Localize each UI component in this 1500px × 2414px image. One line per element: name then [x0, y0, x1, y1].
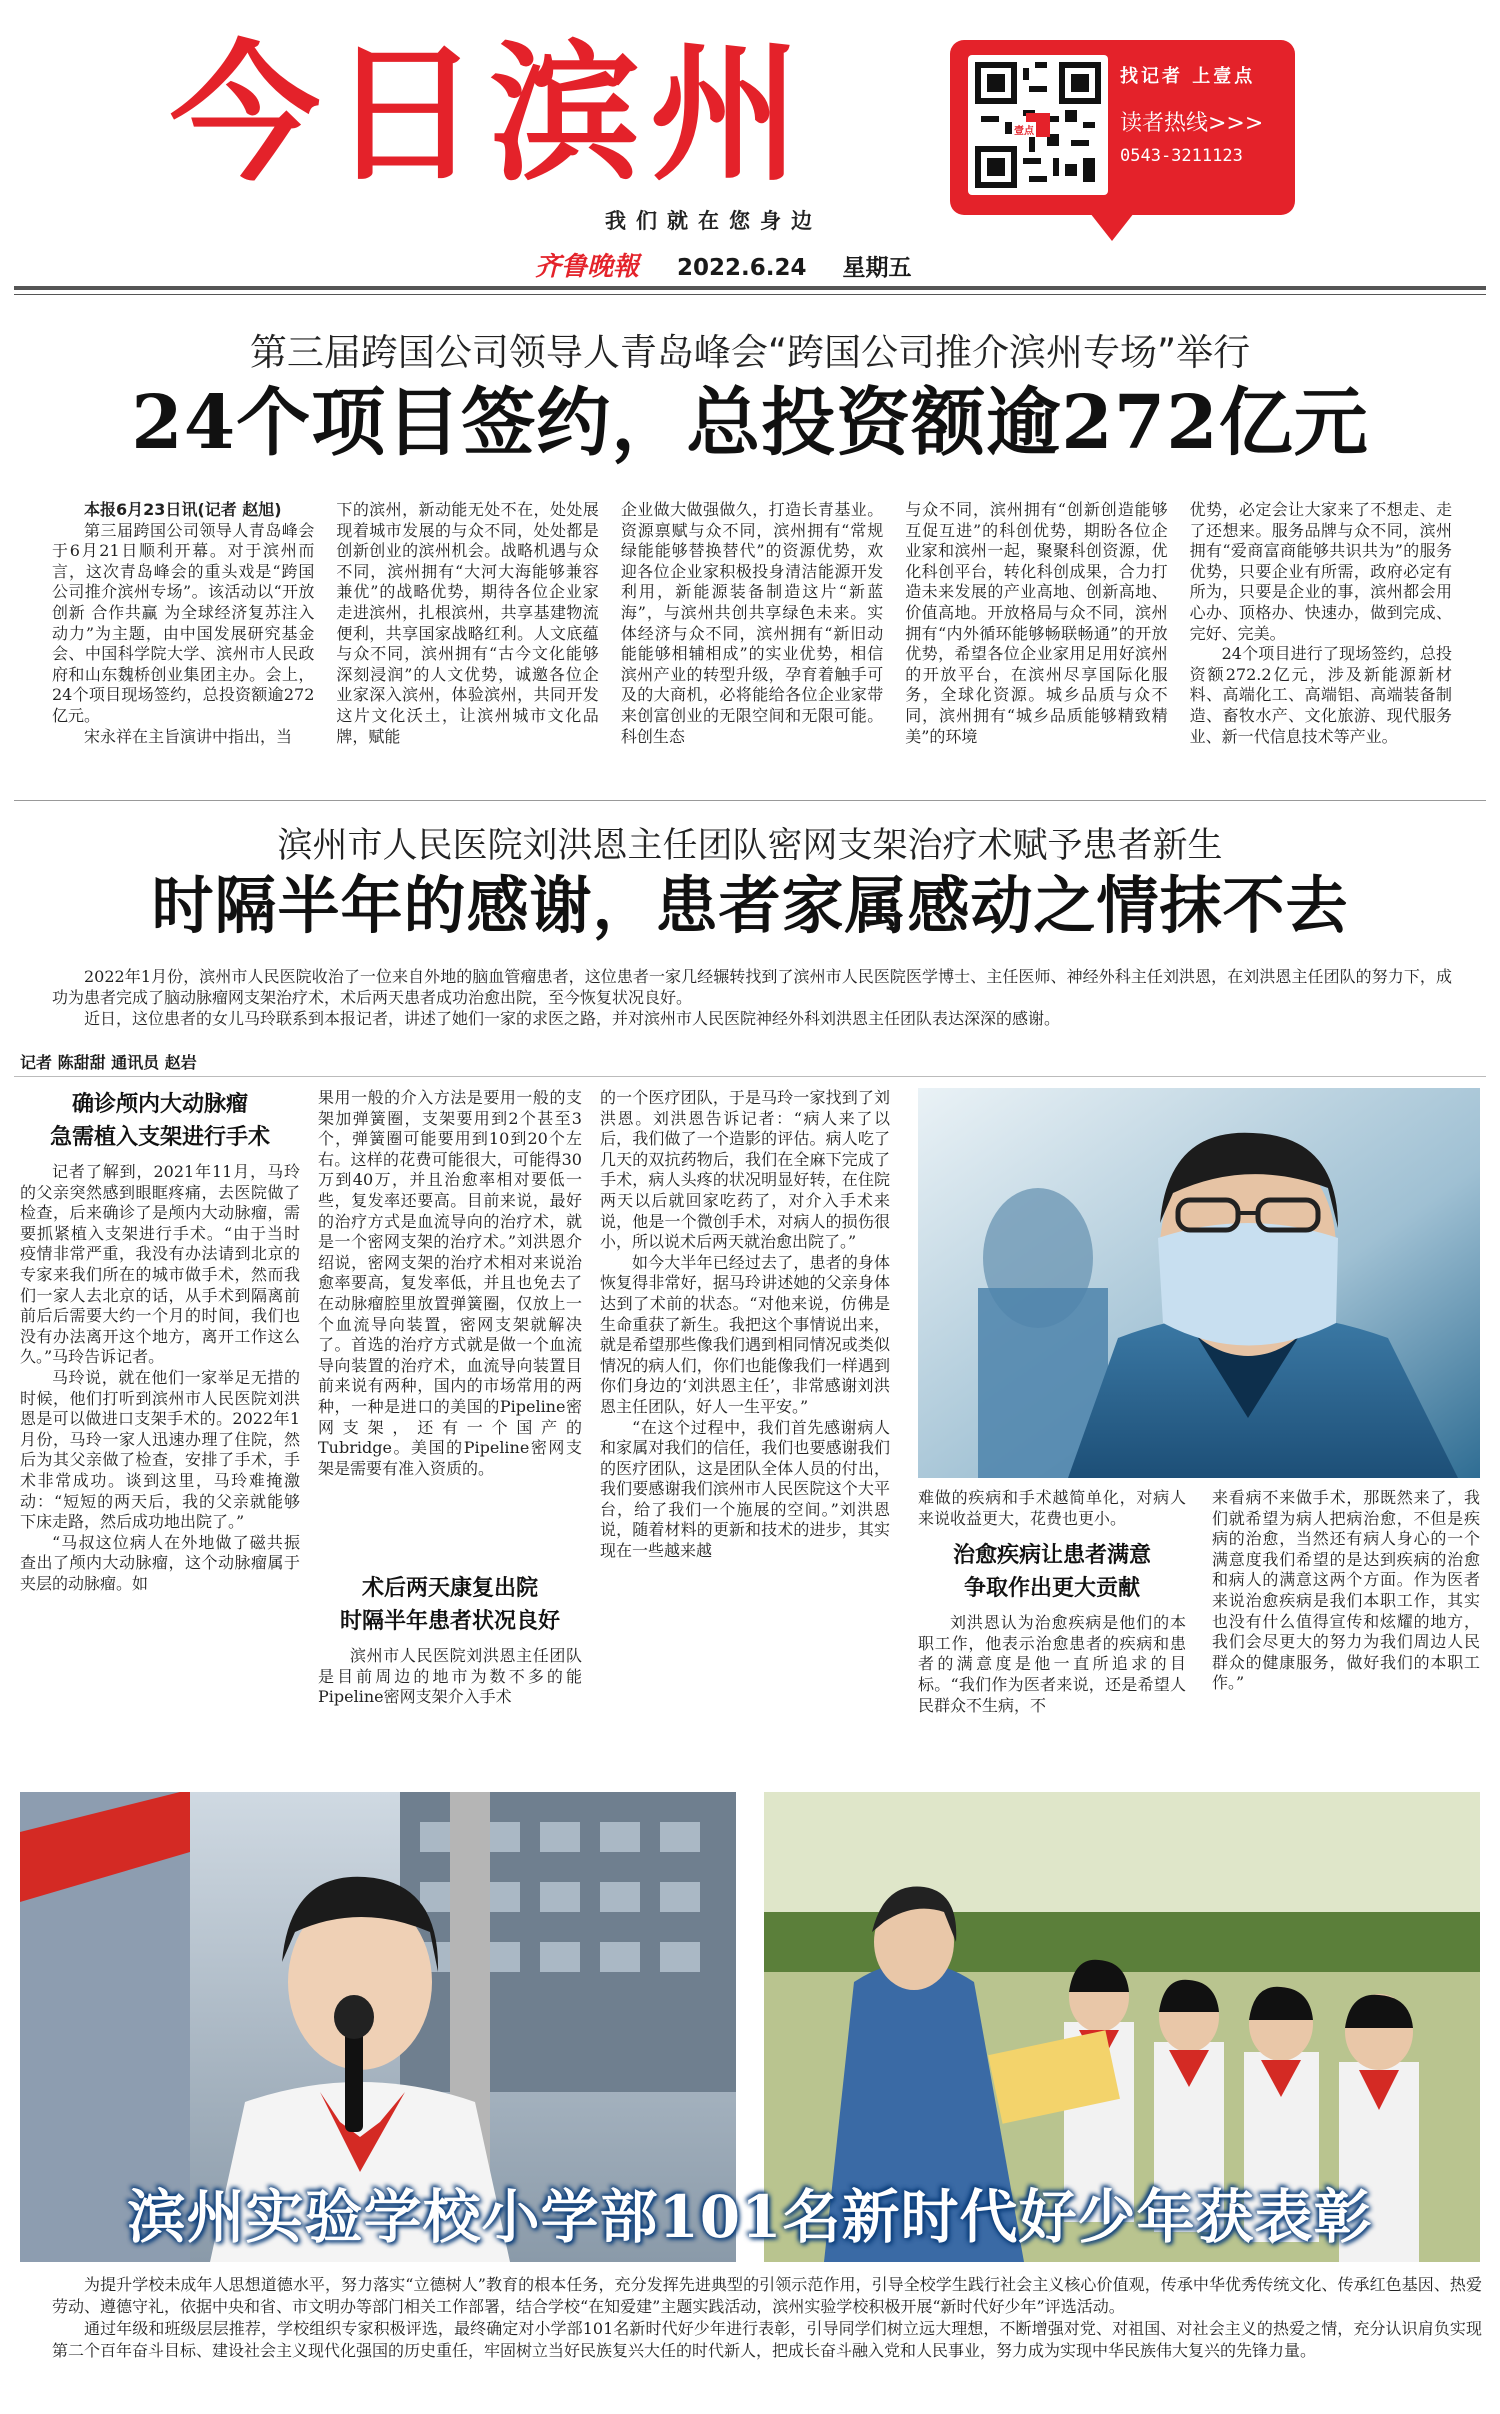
story1-byline: 本报6月23日讯(记者 赵旭) — [84, 500, 282, 519]
story3-paragraph: 通过年级和班级层层推荐，学校组织专家积极评选，最终确定对小学部101名新时代好少年进行表彰，引导同学们树立远大理想，不断增强对党、对祖国、对社会主义的热爱之情，充分认识肩负实现第二个百年奋斗目标、建设社会主义现代化强国的历史重任，牢固树立当好民族复兴大任的时代新人，把成长奋斗融入党和人民事业，努力成为实现中华民族伟大复兴的先锋力量。 — [52, 2319, 1482, 2360]
story1-column-1 — [52, 500, 314, 790]
story1-headline: 24个项目签约，总投资额逾272亿元 — [131, 380, 1369, 466]
story2-subhead-2-line-1: 术后两天康复出院 — [361, 1575, 538, 1601]
story2-paragraph: 马玲说，就在他们一家举足无措的时候，他们打听到滨州市人民医院刘洪恩是可以做进口支架手术的。2022年1月份，马玲一家人迅速办理了住院，然后为其父亲做了检查，安排了手术，手术非常成功。谈到这里，马玲难掩激动：“短短的两天后，我的父亲就能够下床走路，然后成功地出院了。” — [20, 1367, 300, 1532]
qr-caption: 壹点 — [1012, 122, 1036, 137]
story3-paragraph: 为提升学校未成年人思想道德水平，努力落实“立德树人”教育的根本任务，充分发挥先进典型的引领示范作用，引导全校学生践行社会主义核心价值观，传承中华优秀传统文化、传承红色基因、热爱劳动、遵德守礼，依据中央和省、市文明办等部门相关工作部署，结合学校“在知爱建”主题实践活动，滨州实验学校积极开展“新时代好少年”评选活动。 — [52, 2275, 1482, 2316]
story2-column-1 — [20, 1088, 300, 1744]
section-divider — [14, 800, 1486, 801]
qr-code-icon — [975, 62, 1101, 188]
masthead-title: 今日滨州 — [170, 28, 811, 202]
masthead-rule — [14, 286, 1486, 290]
story1-paragraph: 宋永祥在主旨演讲中指出，当 — [84, 726, 293, 746]
story1-kicker: 第三届跨国公司领导人青岛峰会“跨国公司推介滨州专场”举行 — [249, 331, 1251, 374]
story2-subhead-3-line-1: 治愈疾病让患者满意 — [952, 1542, 1151, 1569]
story2-paragraph: 滨州市人民医院刘洪恩主任团队是目前周边的地市为数不多的能Pipeline密网支架介入手术 — [318, 1646, 582, 1707]
story2-paragraph: 果用一般的介入方法是要用一般的支架加弹簧圈，支架要用到2个甚至3个，弹簧圈可能要用到10到20个左右。这样的花费可能很大，可能得30万到40万，并且治愈率相对要低一些，复发率还要高。目前来说，最好的治疗方式是血流导向的治疗术，就是一个密网支架的治疗术。”刘洪恩介绍说，密网支架的治疗术相对来说治愈率要高，复发率低，并且也免去了在动脉瘤腔里放置弹簧圈，仅放上一个血流导向装置，密网支架就解决了。首选的治疗方式就是做一个血流导向装置的治疗术，血流导向装置目前来说有两种，国内的市场常用的两种，一种是进口的美国的Pipeline密网支架，还有一个国产的Tubridge。美国的Pipeline密网支架是需要有准入资质的。 — [318, 1088, 582, 1478]
story2-paragraph: “在这个过程中，我们首先感谢病人和家属对我们的信任，我们也要感谢我们的医疗团队，这是团队全体人员的付出，我们要感谢我们滨州市人民医院这个大平台，给了我们一个施展的空间。”刘洪恩说，随着材料的更新和技术的进步，其实现在一些越来越 — [600, 1417, 890, 1561]
story2-intro-paragraph: 近日，这位患者的女儿马玲联系到本报记者，讲述了她们一家的求医之路，并对滨州市人民医院神经外科刘洪恩主任团队表达深深的感谢。 — [84, 1009, 1061, 1028]
hotline-number[interactable]: 0543-3211123 — [1120, 146, 1243, 166]
surgeon-photo — [918, 1088, 1480, 1478]
dateline — [535, 246, 912, 283]
story2-paragraph: 记者了解到，2021年11月，马玲的父亲突然感到眼眶疼痛，去医院做了检查，后来确诊了是颅内大动脉瘤，需要抓紧植入支架进行手术。“由于当时疫情非常严重，我没有办法请到北京的专家来我们所在的城市做手术，然而我们一家人去北京的话，从手术到隔离前前后后需要大约一个月的时间，我们也没有办法离开这个地方，离开工作这么久。”马玲告诉记者。 — [20, 1162, 300, 1367]
story2-subhead-1-line-1: 确诊颅内大动脉瘤 — [71, 1091, 248, 1117]
issue-weekday: 星期五 — [842, 255, 912, 281]
story1-paragraph: 优势，必定会让大家来了不想走、走了还想来。服务品牌与众不同，滨州拥有“爱商富商能够共识共为”的服务优势，只要企业有所需，政府必定有所为，只要是企业的事，滨州都会用心办、顶格办、快速办，做到完成、完好、完美。 — [1189, 500, 1453, 643]
story1-column-4 — [905, 500, 1167, 790]
masthead-rule-thin — [14, 294, 1486, 295]
surgeon-photo-image — [918, 1088, 1480, 1478]
story1-column-2 — [336, 500, 598, 790]
newspaper-brand: 齐鲁晚報 — [535, 252, 640, 282]
story2-paragraph: 来看病不来做手术，那既然来了，我们就希望为病人把病治愈，不但是疾病的治愈，当然还有病人身心的一个满意度我们希望的是达到疾病的治愈和病人的满意这两个方面。作为医者来说治愈疾病是我们本职工作，其实也没有什么值得宣传和炫耀的地方，我们会尽更大的努力为我们周边人民群众的健康服务，做好我们的本职工作。” — [1212, 1488, 1480, 1693]
story3-body — [52, 2274, 1482, 2362]
issue-date: 2022.6.24 — [677, 255, 807, 281]
story2-byline: 记者 陈甜甜 通讯员 赵岩 — [20, 1053, 197, 1072]
story2-paragraph: 难做的疾病和手术越简单化，对病人来说收益更大，花费也更小。 — [918, 1488, 1186, 1528]
hotline-label: 读者热线>>> — [1120, 111, 1264, 136]
story1-paragraph: 下的滨州，新动能无处不在，处处展现着城市发展的与众不同，处处都是创新创业的滨州机会。战略机遇与众不同，滨州拥有“大河大海能够兼容兼优”的战略优势，期待各位企业家走进滨州，扎根滨州，共享基建物流便利，共享国家战略红利。人文底蕴与众不同，滨州拥有“古今文化能够深刻浸润”的人文优势，诚邀各位企业家深入滨州，体验滨州，共同开发这片文化沃土，让滨州城市文化品牌，赋能 — [336, 500, 599, 746]
story2-subhead-1-line-2: 急需植入支架进行手术 — [49, 1124, 270, 1150]
masthead-slogan: 我们就在您身边 — [605, 209, 822, 233]
story2-intro-paragraph: 2022年1月份，滨州市人民医院收治了一位来自外地的脑血管瘤患者，这位患者一家几经辗转找到了滨州市人民医院医学博士、主任医师、神经外科主任刘洪恩，在刘洪恩主任团队的努力下，成功为患者完成了脑动脉瘤网支架治疗术，术后两天患者成功治愈出院，至今恢复状况良好。 — [52, 967, 1452, 1007]
reader-hotline-box — [950, 40, 1295, 215]
story2-column-3 — [600, 1088, 890, 1744]
story2-subhead-3-line-2: 争取作出更大贡献 — [963, 1575, 1140, 1602]
story1-paragraph: 第三届跨国公司领导人青岛峰会于6月21日顺利开幕。对于滨州而言，这次青岛峰会的重头戏是“跨国公司推介滨州专场”。该活动以“开放创新 合作共赢 为全球经济复苏注入动力”为主题，由中国发展研究基金会、中国科学院大学、滨州市人民政府和山东魏桥创业集团主办。会上，24个项目现场签约，总投资额逾272亿元。 — [52, 520, 315, 725]
story2-column-4 — [918, 1488, 1186, 1748]
qr-code[interactable] — [968, 55, 1108, 195]
story1-column-5 — [1190, 500, 1452, 790]
story2-intro — [52, 966, 1452, 1029]
story2-paragraph: “马叔这位病人在外地做了磁共振查出了颅内大动脉瘤，这个动脉瘤属于夹层的动脉瘤。如 — [20, 1532, 300, 1593]
story2-column-5 — [1212, 1488, 1480, 1748]
story1-paragraph: 24个项目进行了现场签约，总投资额272.2亿元，涉及新能源新材料、高端化工、高端铝、高端装备制造、畜牧水产、文化旅游、现代服务业、新一代信息技术等产业。 — [1189, 644, 1453, 746]
story1-paragraph: 企业做大做强做久，打造长青基业。资源禀赋与众不同，滨州拥有“常规绿能能够替换替代”的资源优势，欢迎各位企业家积极投身清洁能源开发利用，新能源装备制造这片“新蓝海”，与滨州共创共享绿色未来。实体经济与众不同，滨州拥有“新旧动能能够相辅相成”的实业优势，相信滨州产业的转型升级，孕育着触手可及的大商机，必将能给各位企业家带来创富创业的无限空间和无限可能。科创生态 — [620, 500, 884, 746]
story2-kicker: 滨州市人民医院刘洪恩主任团队密网支架治疗术赋予患者新生 — [277, 826, 1223, 866]
hotline-title: 找记者 上壹点 — [1120, 66, 1256, 87]
story2-paragraph: 刘洪恩认为治愈疾病是他们的本职工作，他表示治愈患者的疾病和患者的满意度是他一直所追求的目标。“我们作为医者来说，还是希望人民群众不生病，不 — [918, 1613, 1186, 1715]
story2-byline-rule — [14, 1076, 1486, 1077]
story2-headline: 时隔半年的感谢，患者家属感动之情抹不去 — [151, 869, 1349, 942]
story1-body — [52, 500, 1452, 790]
story1-column-3 — [621, 500, 883, 790]
story1-paragraph: 与众不同，滨州拥有“创新创造能够互促互进”的科创优势，期盼各位企业家和滨州一起，聚聚科创资源，优化科创平台，转化科创成果，合力打造未来发展的产业高地、创新高地、价值高地。开放格局与众不同，滨州拥有“内外循环能够畅联畅通”的开放优势，希望各位企业家用足用好滨州的开放平台，在滨州尽享国际化服务，全球化资源。城乡品质与众不同，滨州拥有“城乡品质能够精致精美”的环境 — [905, 500, 1168, 746]
story2-subhead-2-line-2: 时隔半年患者状况良好 — [339, 1608, 560, 1634]
story2-paragraph: 如今大半年已经过去了，患者的身体恢复得非常好，据马玲讲述她的父亲身体达到了术前的状态。“对他来说，仿佛是生命重获了新生。我把这个事情说出来，就是希望那些像我们遇到相同情况或类似情况的病人们，你们也能像我们一样遇到你们身边的‘刘洪恩主任’，非常感谢刘洪恩主任团队，好人一生平安。” — [600, 1252, 890, 1416]
story2-column-2 — [318, 1088, 582, 1744]
story3-headline: 滨州实验学校小学部101名新时代好少年获表彰 — [127, 2183, 1373, 2251]
story2-paragraph: 的一个医疗团队，于是马玲一家找到了刘洪恩。刘洪恩告诉记者：“病人来了以后，我们做了一个造影的评估。病人吃了几天的双抗药物后，我们在全麻下完成了手术，病人头疼的状况明显好转，在住院两天以后就回家吃药了，对介入手术来说，他是一个微创手术，对病人的损伤很小，所以说术后两天就治愈出院了。” — [600, 1088, 890, 1252]
